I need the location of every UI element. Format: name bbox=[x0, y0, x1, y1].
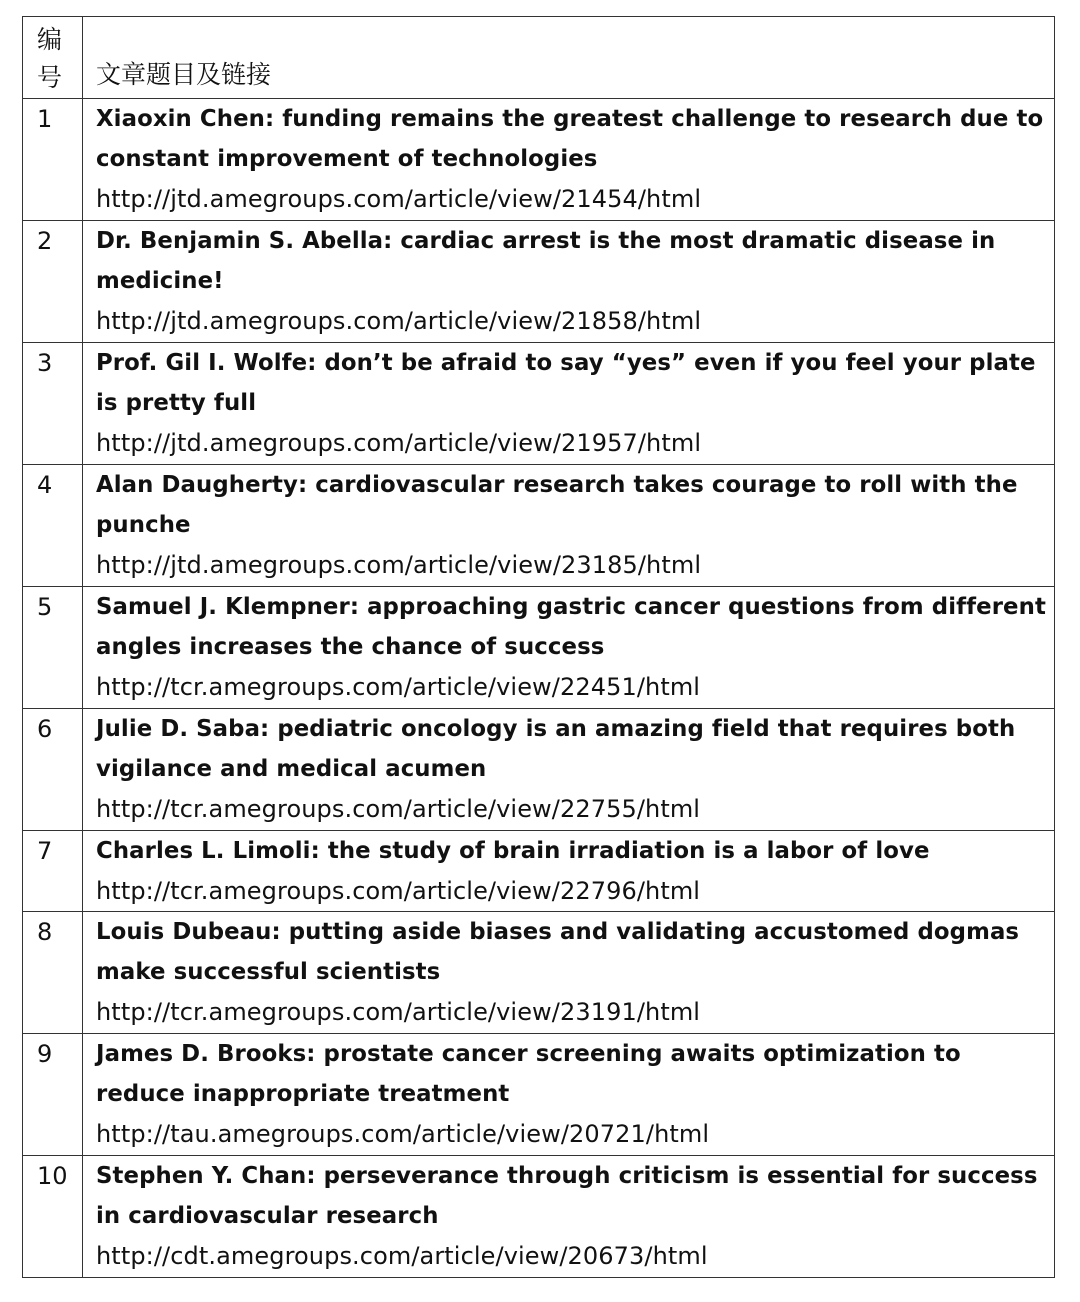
row-content bbox=[83, 1156, 1055, 1278]
row-content bbox=[83, 221, 1055, 343]
row-content bbox=[83, 99, 1055, 221]
article-title: James D. Brooks: prostate cancer screening awaits optimization to reduce inappropriate treatment bbox=[96, 1041, 961, 1107]
article-title: Samuel J. Klempner: approaching gastric cancer questions from different angles increases the chance of success bbox=[96, 594, 1046, 660]
table-row bbox=[23, 221, 1055, 343]
header-title-cell bbox=[83, 17, 1055, 99]
article-title: Prof. Gil I. Wolfe: don’t be afraid to say “yes” even if you feel your plate is pretty full bbox=[96, 350, 1036, 416]
header-row bbox=[23, 17, 1055, 99]
article-link[interactable]: http://jtd.amegroups.com/article/view/23185/html bbox=[96, 551, 702, 579]
row-number: 7 bbox=[23, 831, 83, 912]
row-content bbox=[83, 709, 1055, 831]
header-title-label: 文章题目及链接 bbox=[96, 60, 272, 89]
header-number-label-char-1: 编 bbox=[37, 25, 63, 54]
article-link[interactable]: http://jtd.amegroups.com/article/view/21454/html bbox=[96, 185, 702, 213]
header-number-label-char-2: 号 bbox=[37, 63, 63, 92]
row-number: 5 bbox=[23, 587, 83, 709]
row-number: 1 bbox=[23, 99, 83, 221]
row-number: 4 bbox=[23, 465, 83, 587]
row-number: 2 bbox=[23, 221, 83, 343]
row-number: 8 bbox=[23, 912, 83, 1034]
article-title: Stephen Y. Chan: perseverance through criticism is essential for success in cardiovascular research bbox=[96, 1163, 1038, 1229]
article-link[interactable]: http://tcr.amegroups.com/article/view/22451/html bbox=[96, 673, 701, 701]
articles-table bbox=[22, 16, 1055, 1278]
row-content bbox=[83, 343, 1055, 465]
row-content bbox=[83, 831, 1055, 912]
article-title: Charles L. Limoli: the study of brain irradiation is a labor of love bbox=[96, 838, 930, 864]
row-number: 9 bbox=[23, 1034, 83, 1156]
row-content bbox=[83, 912, 1055, 1034]
article-link[interactable]: http://tau.amegroups.com/article/view/20721/html bbox=[96, 1120, 710, 1148]
table-row bbox=[23, 912, 1055, 1034]
row-content bbox=[83, 1034, 1055, 1156]
article-link[interactable]: http://cdt.amegroups.com/article/view/20673/html bbox=[96, 1242, 708, 1270]
article-title: Julie D. Saba: pediatric oncology is an amazing field that requires both vigilance and medical acumen bbox=[96, 716, 1016, 782]
article-link[interactable]: http://tcr.amegroups.com/article/view/22755/html bbox=[96, 795, 701, 823]
article-title: Xiaoxin Chen: funding remains the greatest challenge to research due to constant improvement of technologies bbox=[96, 106, 1044, 172]
table-row bbox=[23, 465, 1055, 587]
table-row bbox=[23, 99, 1055, 221]
article-link[interactable]: http://jtd.amegroups.com/article/view/21858/html bbox=[96, 307, 702, 335]
article-link[interactable]: http://jtd.amegroups.com/article/view/21957/html bbox=[96, 429, 702, 457]
row-number: 3 bbox=[23, 343, 83, 465]
row-number: 6 bbox=[23, 709, 83, 831]
table-row bbox=[23, 1034, 1055, 1156]
table-row bbox=[23, 709, 1055, 831]
header-number-cell bbox=[23, 17, 83, 99]
row-number: 10 bbox=[23, 1156, 83, 1278]
table-row bbox=[23, 587, 1055, 709]
table-row bbox=[23, 343, 1055, 465]
article-link[interactable]: http://tcr.amegroups.com/article/view/23191/html bbox=[96, 998, 701, 1026]
article-title: Louis Dubeau: putting aside biases and validating accustomed dogmas make successful scientists bbox=[96, 919, 1020, 985]
article-title: Alan Daugherty: cardiovascular research takes courage to roll with the punche bbox=[96, 472, 1018, 538]
row-content bbox=[83, 465, 1055, 587]
table-row bbox=[23, 831, 1055, 912]
article-link[interactable]: http://tcr.amegroups.com/article/view/22796/html bbox=[96, 877, 701, 905]
table-row bbox=[23, 1156, 1055, 1278]
row-content bbox=[83, 587, 1055, 709]
article-title: Dr. Benjamin S. Abella: cardiac arrest is the most dramatic disease in medicine! bbox=[96, 228, 996, 294]
